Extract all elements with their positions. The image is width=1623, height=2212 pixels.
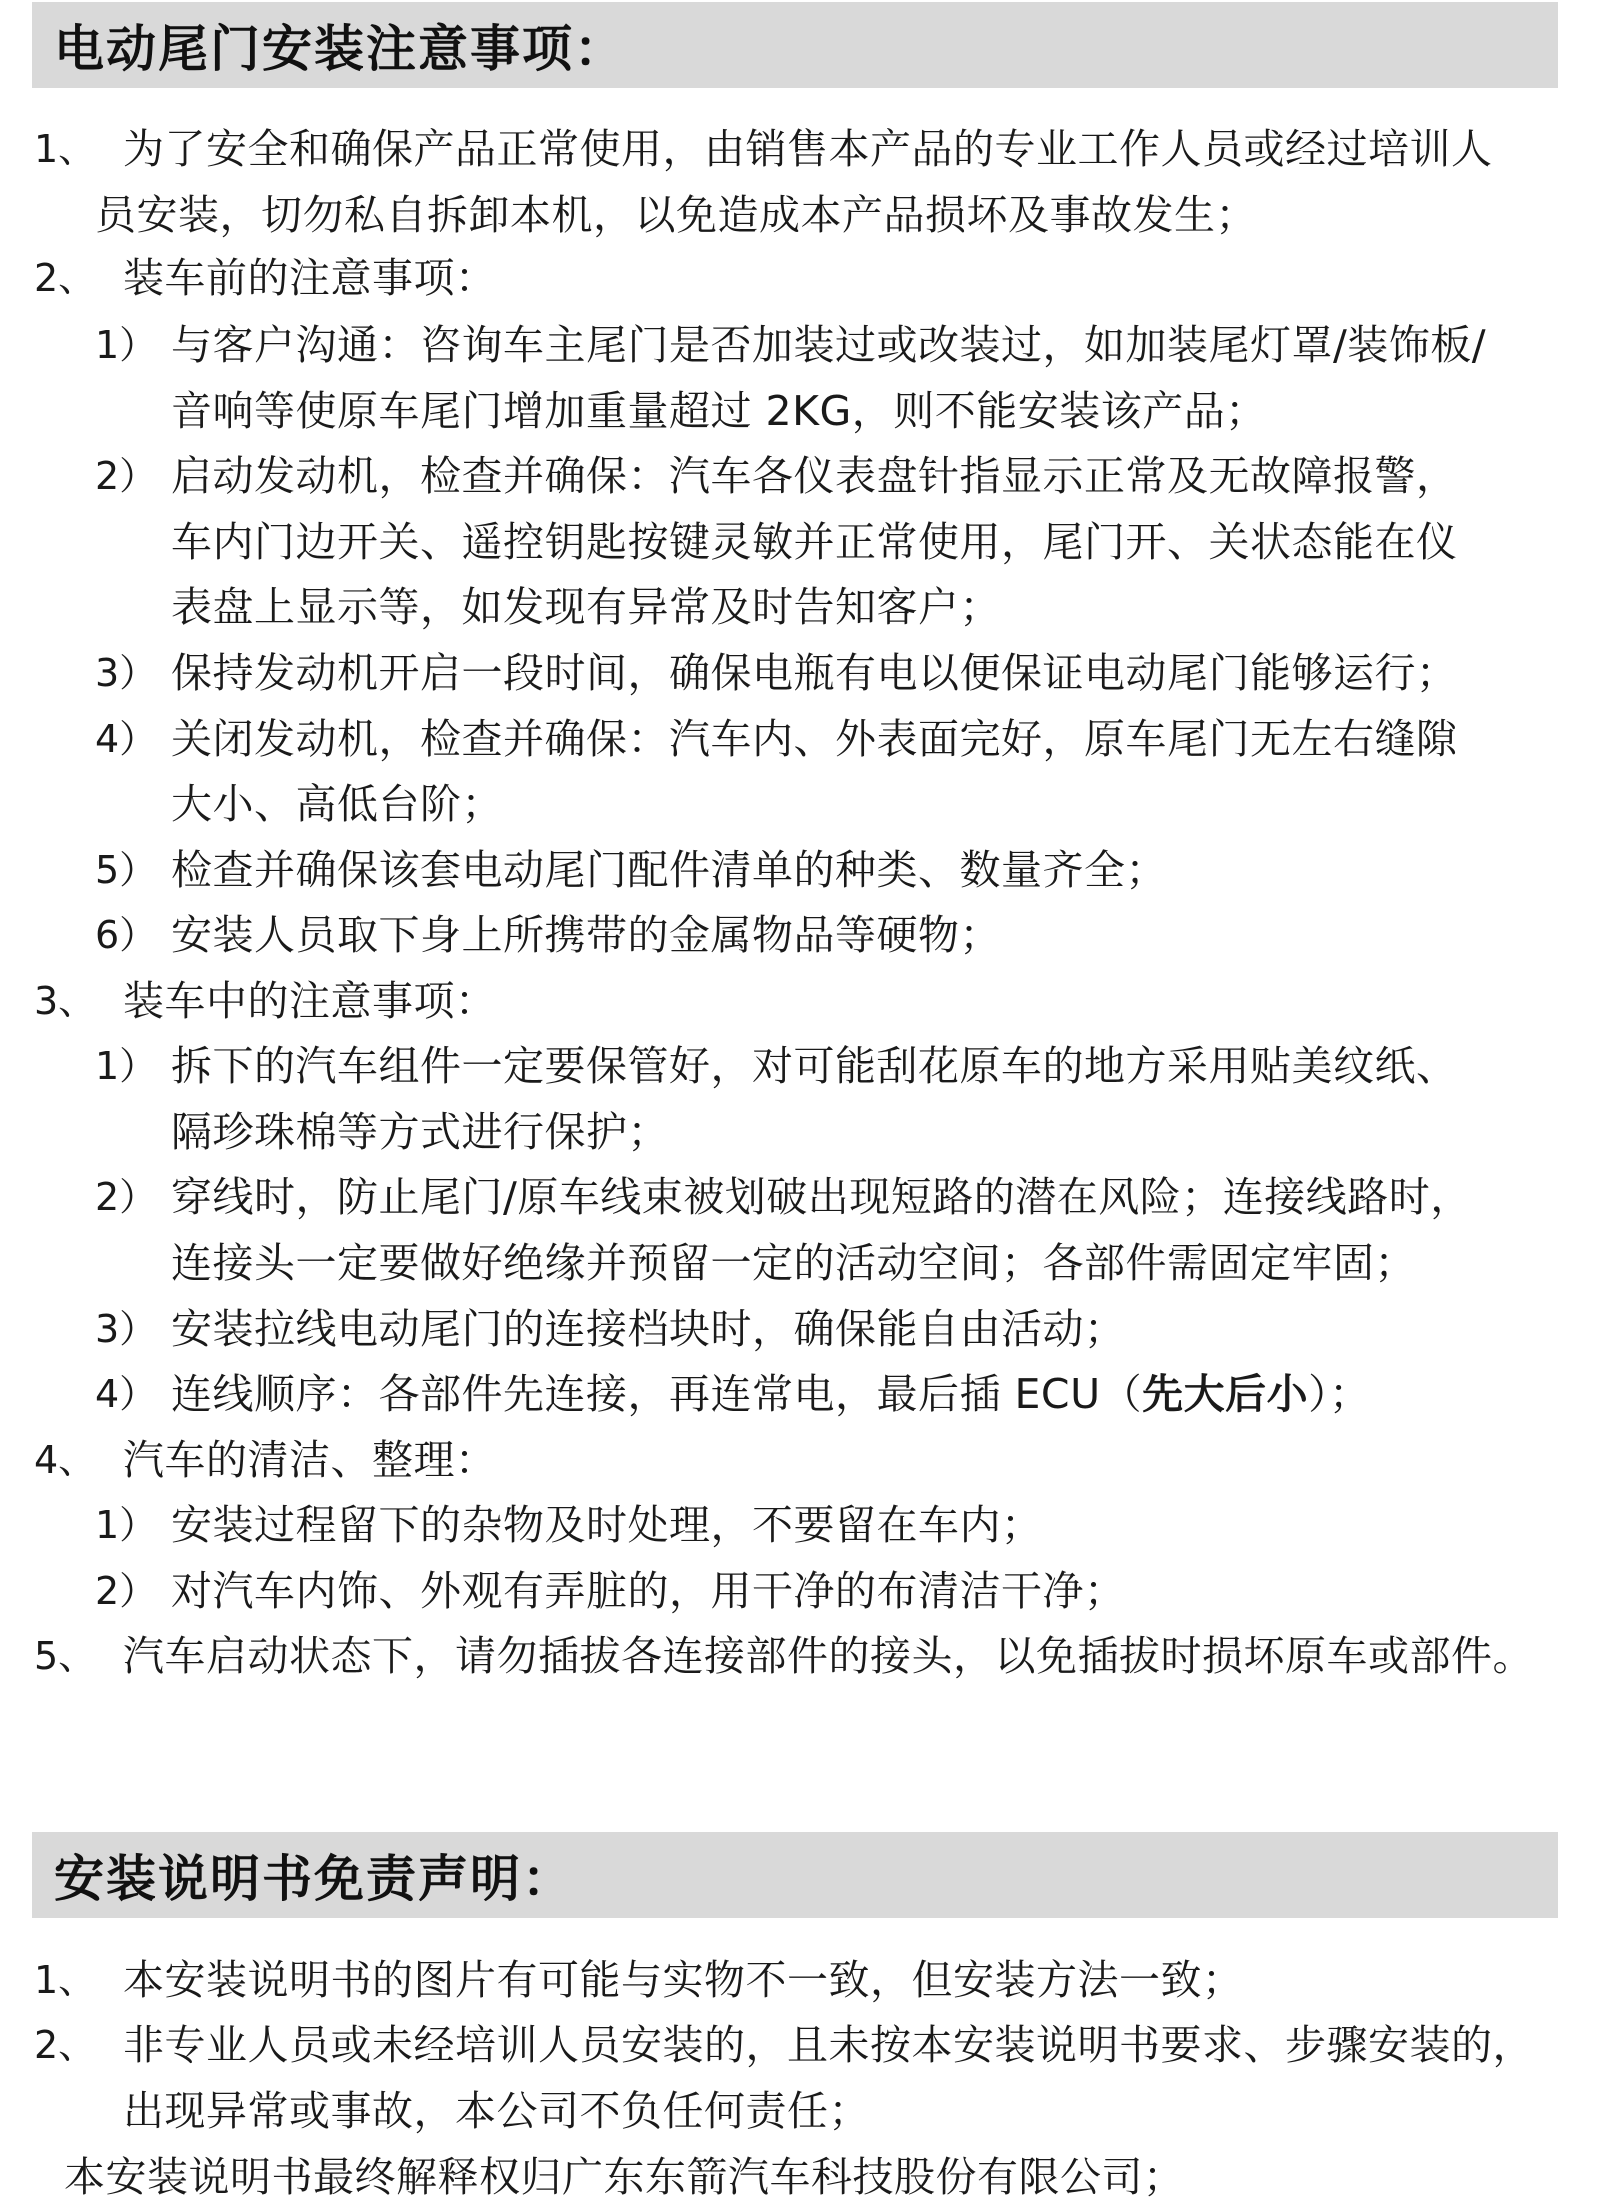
item-heading: 装车前的注意事项： (123, 254, 497, 302)
subitem-text: 表盘上显示等，如发现有异常及时告知客户； (171, 583, 1001, 631)
subitem-number: 4） (95, 717, 158, 761)
item-number: 3、 (34, 979, 97, 1023)
item-heading: 装车中的注意事项： (123, 977, 497, 1025)
subitem-number: 4） (95, 1372, 158, 1416)
subitem-text: 检查并确保该套电动尾门配件清单的种类、数量齐全； (171, 846, 1167, 894)
section-title: 安装说明书免责声明： (54, 1850, 574, 1908)
subitem-text: 穿线时，防止尾门/原车线束被划破出现短路的潜在风险；连接线路时， (171, 1173, 1472, 1221)
item-text: 本安装说明书的图片有可能与实物不一致，但安装方法一致； (123, 1956, 1244, 2004)
section-heading-disclaimer (32, 1832, 1558, 1918)
footer-statement: 本安装说明书最终解释权归广东东箭汽车科技股份有限公司； (64, 2153, 1185, 2201)
subitem-text: 安装拉线电动尾门的连接档块时，确保能自由活动； (171, 1305, 1126, 1353)
subitem-text-main: 连线顺序：各部件先连接，再连常电，最后插 ECU（ (171, 1370, 1143, 1418)
subitem-text: 关闭发动机，检查并确保：汽车内、外表面完好，原车尾门无左右缝隙 (171, 715, 1458, 763)
subitem-text: 连接头一定要做好绝缘并预留一定的活动空间；各部件需固定牢固； (171, 1239, 1416, 1287)
item-number: 5、 (34, 1634, 97, 1678)
subitem-number: 2） (95, 1175, 158, 1219)
subitem-text: 安装过程留下的杂物及时处理，不要留在车内； (171, 1501, 1043, 1549)
section-heading-installation-notes (32, 2, 1558, 88)
subitem-text: 车内门边开关、遥控钥匙按键灵敏并正常使用，尾门开、关状态能在仪 (171, 518, 1458, 566)
item-number: 1、 (34, 127, 97, 171)
subitem-text: 与客户沟通：咨询车主尾门是否加装过或改装过，如加装尾灯罩/装饰板/ (171, 321, 1487, 369)
section-title: 电动尾门安装注意事项： (54, 20, 626, 78)
subitem-text-tail: ）； (1308, 1370, 1371, 1418)
subitem-text: 保持发动机开启一段时间，确保电瓶有电以便保证电动尾门能够运行； (171, 649, 1458, 697)
subitem-number: 6） (95, 913, 158, 957)
subitem-number: 5） (95, 848, 158, 892)
item-number: 4、 (34, 1438, 97, 1482)
subitem-text (171, 1361, 1371, 1427)
item-text: 为了安全和确保产品正常使用，由销售本产品的专业工作人员或经过培训人 (123, 125, 1493, 173)
item-heading: 汽车的清洁、整理： (123, 1436, 497, 1484)
subitem-number: 3） (95, 651, 158, 695)
item-number: 2、 (34, 256, 97, 300)
item-number: 2、 (34, 2023, 97, 2067)
subitem-text: 对汽车内饰、外观有弄脏的，用干净的布清洁干净； (171, 1567, 1126, 1615)
subitem-number: 3） (95, 1307, 158, 1351)
subitem-text: 启动发动机，检查并确保：汽车各仪表盘针指显示正常及无故障报警， (171, 452, 1458, 500)
subitem-number: 2） (95, 1569, 158, 1613)
item-text: 出现异常或事故，本公司不负任何责任； (123, 2087, 870, 2135)
item-text: 非专业人员或未经培训人员安装的，且未按本安装说明书要求、步骤安装的， (123, 2021, 1534, 2069)
subitem-text: 大小、高低台阶； (171, 780, 503, 828)
subitem-text: 安装人员取下身上所携带的金属物品等硬物； (171, 911, 1001, 959)
subitem-number: 1） (95, 323, 158, 367)
subitem-number: 1） (95, 1503, 158, 1547)
subitem-number: 1） (95, 1044, 158, 1088)
item-text: 汽车启动状态下，请勿插拔各连接部件的接头，以免插拔时损坏原车或部件。 (123, 1632, 1534, 1680)
subitem-text: 音响等使原车尾门增加重量超过 2KG，则不能安装该产品； (171, 387, 1267, 435)
subitem-text-emphasis: 先大后小 (1142, 1370, 1309, 1418)
subitem-text: 隔珍珠棉等方式进行保护； (171, 1108, 669, 1156)
subitem-number: 2） (95, 454, 158, 498)
item-text: 员安装，切勿私自拆卸本机，以免造成本产品损坏及事故发生； (95, 191, 1257, 239)
subitem-text: 拆下的汽车组件一定要保管好，对可能刮花原车的地方采用贴美纹纸、 (171, 1042, 1458, 1090)
item-number: 1、 (34, 1958, 97, 2002)
